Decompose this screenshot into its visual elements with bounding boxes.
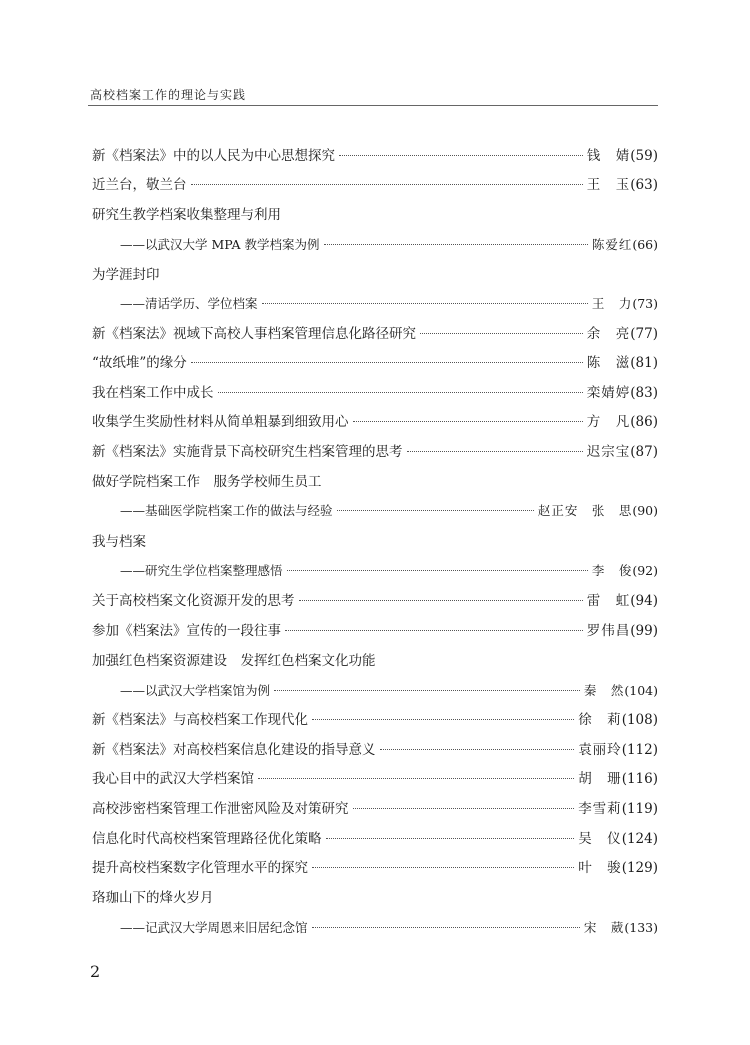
dot-leader <box>287 570 588 571</box>
dot-leader <box>337 510 534 511</box>
toc-entry[interactable] <box>92 620 658 642</box>
entry-page: (104) <box>624 683 658 698</box>
entry-title: “故纸堆”的缘分 <box>92 355 187 371</box>
toc-entry-heading[interactable] <box>92 471 658 493</box>
entry-page: (112) <box>621 742 658 758</box>
entry-author: 王 玉 <box>586 177 631 193</box>
entry-title: 我心目中的武汉大学档案馆 <box>92 771 254 787</box>
toc-entry-heading[interactable] <box>92 650 658 672</box>
header-rule <box>88 105 658 106</box>
entry-subtitle: ——以武汉大学档案馆为例 <box>120 683 271 698</box>
toc-entry-heading[interactable] <box>92 531 658 553</box>
toc-entry-heading[interactable] <box>92 264 658 286</box>
entry-author: 赵正安 张 思 <box>537 503 633 518</box>
entry-title: 高校涉密档案管理工作泄密风险及对策研究 <box>92 801 349 817</box>
entry-title: 我与档案 <box>92 534 146 550</box>
dot-leader <box>191 362 583 363</box>
entry-page: (63) <box>630 177 658 193</box>
entry-page: (87) <box>630 444 658 460</box>
entry-title: 信息化时代高校档案管理路径优化策略 <box>92 831 322 847</box>
dot-leader <box>420 333 583 334</box>
entry-subtitle: ——研究生学位档案整理感悟 <box>120 563 283 578</box>
entry-page: (73) <box>632 296 658 311</box>
entry-page: (108) <box>621 712 658 728</box>
entry-author: 陈爱红 <box>591 237 633 252</box>
dot-leader <box>353 808 575 809</box>
toc-entry[interactable] <box>92 323 658 345</box>
entry-page: (116) <box>621 771 658 787</box>
toc-entry[interactable] <box>92 768 658 790</box>
entry-title: 参加《档案法》宣传的一段往事 <box>92 623 281 639</box>
entry-page: (66) <box>632 237 658 252</box>
entry-page: (86) <box>630 414 658 430</box>
entry-title: 新《档案法》中的以人民为中心思想探究 <box>92 148 335 164</box>
entry-subtitle: ——以武汉大学 MPA 教学档案为例 <box>120 237 320 252</box>
entry-page: (129) <box>621 860 658 876</box>
entry-title: 新《档案法》视域下高校人事档案管理信息化路径研究 <box>92 326 416 342</box>
entry-author: 袁丽玲 <box>578 742 622 758</box>
entry-title: 珞珈山下的烽火岁月 <box>92 890 214 906</box>
entry-page: (133) <box>624 920 658 935</box>
entry-page: (119) <box>621 801 658 817</box>
entry-title: 提升高校档案数字化管理水平的探究 <box>92 860 308 876</box>
entry-page: (59) <box>630 148 658 164</box>
toc-entry-subtitle[interactable] <box>120 500 658 522</box>
toc-entry[interactable] <box>92 709 658 731</box>
entry-title: 收集学生奖励性材料从简单粗暴到细致用心 <box>92 414 349 430</box>
entry-author: 钱 婧 <box>586 148 631 164</box>
entry-author: 李 俊 <box>591 563 633 578</box>
entry-page: (83) <box>630 385 658 401</box>
entry-page: (92) <box>632 563 658 578</box>
entry-author: 余 亮 <box>586 326 631 342</box>
entry-author: 罗伟昌 <box>586 623 631 639</box>
entry-author: 胡 珊 <box>578 771 622 787</box>
toc-entry[interactable] <box>92 382 658 404</box>
dot-leader <box>285 630 583 631</box>
dot-leader <box>324 244 588 245</box>
entry-title: 加强红色档案资源建设 发挥红色档案文化功能 <box>92 653 376 669</box>
dot-leader <box>262 303 588 304</box>
entry-subtitle: ——记武汉大学周恩来旧居纪念馆 <box>120 920 308 935</box>
entry-author: 雷 虹 <box>586 593 631 609</box>
entry-author: 李雪莉 <box>578 801 622 817</box>
dot-leader <box>380 749 575 750</box>
entry-title: 近兰台，敬兰台 <box>92 177 187 193</box>
dot-leader <box>353 421 583 422</box>
dot-leader <box>312 867 574 868</box>
toc-entry-heading[interactable] <box>92 887 658 909</box>
toc-entry[interactable] <box>92 352 658 374</box>
toc-entry[interactable] <box>92 590 658 612</box>
toc-entry[interactable] <box>92 857 658 879</box>
dot-leader <box>274 690 580 691</box>
dot-leader <box>299 600 583 601</box>
dot-leader <box>339 155 583 156</box>
entry-subtitle: ——清话学历、学位档案 <box>120 296 258 311</box>
toc-entry-subtitle[interactable] <box>120 917 658 939</box>
toc-entry[interactable] <box>92 441 658 463</box>
dot-leader <box>258 778 574 779</box>
entry-author: 栾婧婷 <box>586 385 631 401</box>
entry-author: 叶 骏 <box>578 860 622 876</box>
page-number: 2 <box>90 962 101 981</box>
toc-entry-heading[interactable] <box>92 204 658 226</box>
entry-author: 方 凡 <box>586 414 631 430</box>
entry-author: 王 力 <box>591 296 633 311</box>
toc-entry-subtitle[interactable] <box>120 560 658 582</box>
toc-entry[interactable] <box>92 174 658 196</box>
toc-entry-subtitle[interactable] <box>120 293 658 315</box>
dot-leader <box>218 392 583 393</box>
entry-title: 新《档案法》与高校档案工作现代化 <box>92 712 308 728</box>
entry-author: 宋 葳 <box>583 920 625 935</box>
entry-author: 陈 滋 <box>586 355 631 371</box>
dot-leader <box>191 184 583 185</box>
entry-subtitle: ——基础医学院档案工作的做法与经验 <box>120 503 333 518</box>
entry-title: 我在档案工作中成长 <box>92 385 214 401</box>
entry-page: (90) <box>632 503 658 518</box>
toc-entry-subtitle[interactable] <box>120 680 658 702</box>
entry-author: 徐 莉 <box>578 712 622 728</box>
entry-page: (77) <box>630 326 658 342</box>
toc-entry-subtitle[interactable] <box>120 234 658 256</box>
entry-title: 新《档案法》对高校档案信息化建设的指导意义 <box>92 742 376 758</box>
dot-leader <box>407 451 583 452</box>
toc-entry[interactable] <box>92 145 658 167</box>
entry-title: 研究生教学档案收集整理与利用 <box>92 207 281 223</box>
dot-leader <box>312 927 580 928</box>
dot-leader <box>312 719 574 720</box>
entry-author: 秦 然 <box>583 683 625 698</box>
toc-entry[interactable] <box>92 411 658 433</box>
entry-title: 关于高校档案文化资源开发的思考 <box>92 593 295 609</box>
toc-entry[interactable] <box>92 739 658 761</box>
entry-author: 迟宗宝 <box>586 444 631 460</box>
entry-page: (94) <box>630 593 658 609</box>
entry-page: (81) <box>630 355 658 371</box>
entry-page: (99) <box>630 623 658 639</box>
entry-title: 做好学院档案工作 服务学校师生员工 <box>92 474 322 490</box>
running-header: 高校档案工作的理论与实践 <box>90 88 247 102</box>
entry-page: (124) <box>621 831 658 847</box>
entry-title: 为学涯封印 <box>92 267 160 283</box>
dot-leader <box>326 838 575 839</box>
entry-title: 新《档案法》实施背景下高校研究生档案管理的思考 <box>92 444 403 460</box>
entry-author: 吴 仪 <box>578 831 622 847</box>
toc-entry[interactable] <box>92 828 658 850</box>
toc-entry[interactable] <box>92 798 658 820</box>
